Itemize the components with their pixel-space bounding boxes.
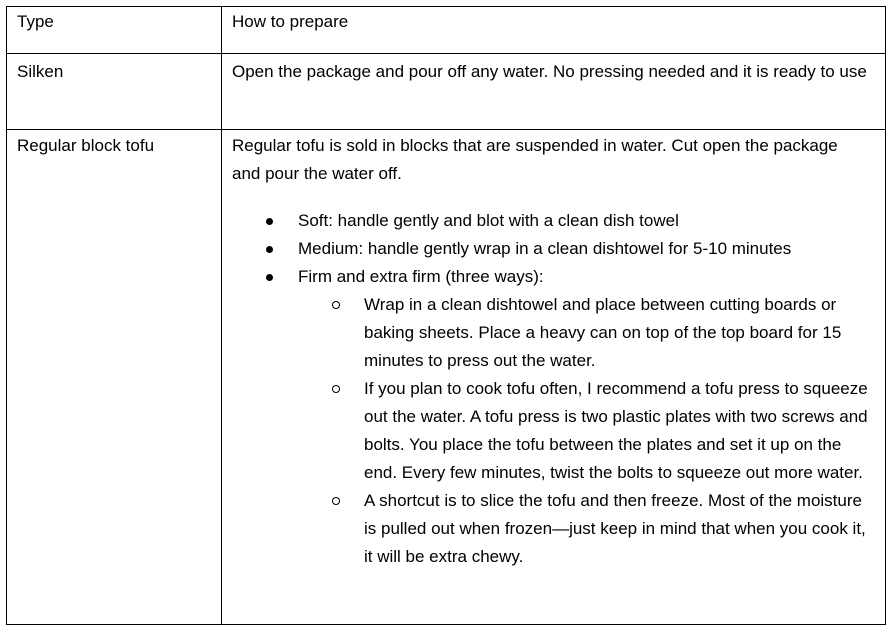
regular-description: Regular tofu is sold in blocks that are suspended in water. Cut open the package and pour the water off. (232, 136, 838, 183)
header-cell-type (7, 7, 222, 54)
list-item (232, 207, 875, 235)
sub-bullet-freeze: A shortcut is to slice the tofu and then freeze. Most of the moisture is pulled out when frozen—just keep in mind that when you cook it, it will be extra chewy. (364, 491, 866, 566)
list-item (298, 291, 875, 375)
how-cell-regular (222, 130, 886, 625)
type-cell-regular (7, 130, 222, 625)
bullet-list (232, 207, 875, 571)
table-row-regular (7, 130, 886, 625)
type-regular: Regular block tofu (17, 136, 155, 155)
bullet-circle-icon (332, 385, 340, 393)
tofu-preparation-table (6, 6, 886, 625)
table-header-row (7, 7, 886, 54)
type-cell-silken (7, 54, 222, 130)
table-row-silken (7, 54, 886, 130)
how-cell-silken (222, 54, 886, 130)
type-silken: Silken (17, 62, 64, 81)
list-item (298, 487, 875, 571)
bullet-dot-icon (266, 246, 273, 253)
sub-bullet-list (298, 291, 875, 571)
header-type-label: Type (17, 12, 54, 31)
bullet-soft: Soft: handle gently and blot with a clean dish towel (298, 211, 679, 230)
list-item (298, 375, 875, 487)
bullet-dot-icon (266, 274, 273, 281)
sub-bullet-tofu-press: If you plan to cook tofu often, I recommend a tofu press to squeeze out the water. A tofu press is two plastic plates with two screws and bolts. You place the tofu between the plates and set it up on the end. Every few minutes, twist the bolts to squeeze out more water. (364, 379, 868, 482)
list-item (232, 235, 875, 263)
header-cell-how (222, 7, 886, 54)
bullet-circle-icon (332, 301, 340, 309)
bullet-firm: Firm and extra firm (three ways): (298, 267, 544, 286)
bullet-circle-icon (332, 497, 340, 505)
silken-description: Open the package and pour off any water. No pressing needed and it is ready to use (232, 62, 867, 81)
bullet-dot-icon (266, 218, 273, 225)
header-how-label: How to prepare (232, 12, 349, 31)
regular-content (222, 130, 885, 571)
bullet-medium: Medium: handle gently wrap in a clean dishtowel for 5-10 minutes (298, 239, 792, 258)
list-item (232, 263, 875, 571)
sub-bullet-dishtowel: Wrap in a clean dishtowel and place between cutting boards or baking sheets. Place a heavy can on top of the top board for 15 minutes to press out the water. (364, 295, 842, 370)
